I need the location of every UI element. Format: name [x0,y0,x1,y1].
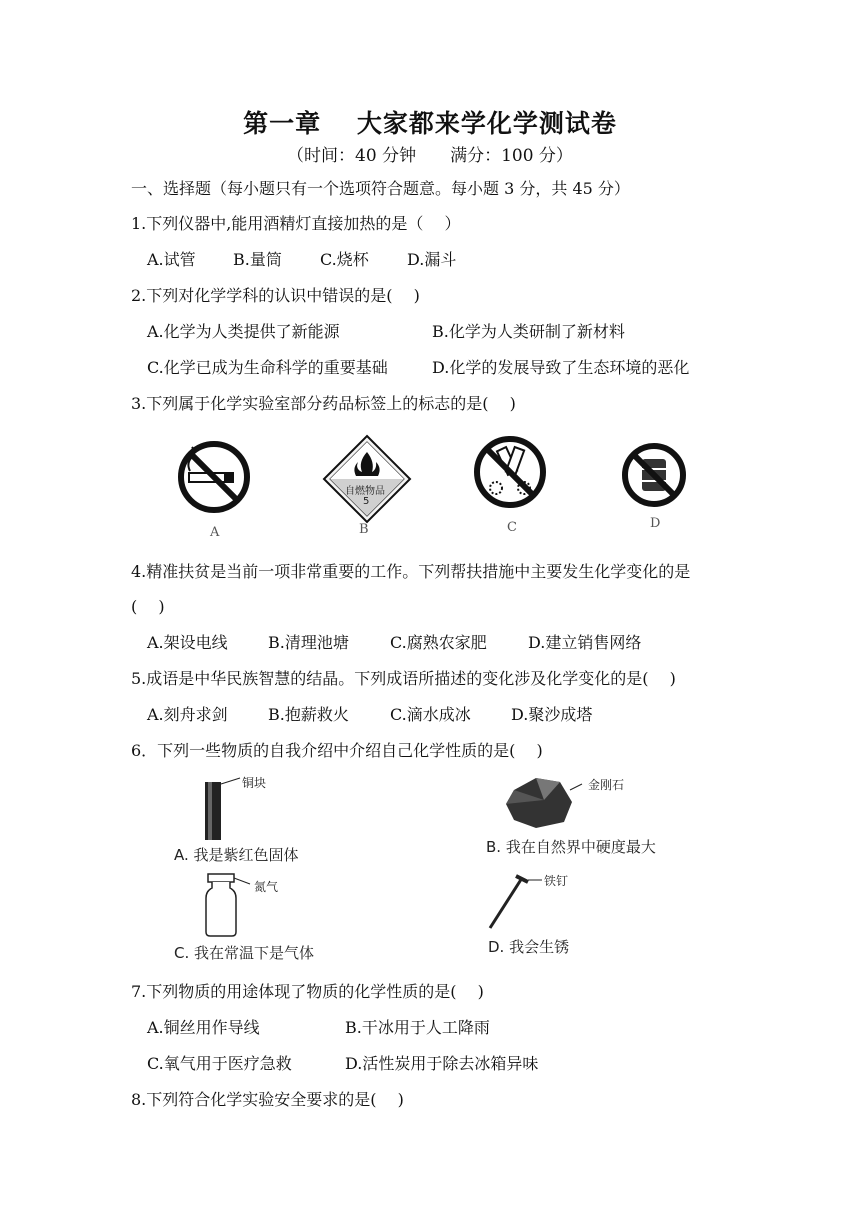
q5-option-c: C.滴水成冰 [390,705,471,724]
q7-option-a: A.铜丝用作导线 [147,1018,260,1037]
no-barrel-sign [620,441,690,541]
q1-option-a: A.试管 [147,250,196,269]
q7-option-b: B.干冰用于人工降雨 [345,1018,490,1037]
q1-option-b: B.量筒 [233,250,282,269]
q2-option-c: C.化学已成为生命科学的重要基础 [147,358,388,377]
nitrogen-tag: 氮气 [254,880,279,894]
q4-stem: 4.精准扶贫是当前一项非常重要的工作。下列帮扶措施中主要发生化学变化的是 [131,562,691,581]
q6-caption-d: D. 我会生锈 [488,938,570,956]
q3-label-a: A [210,525,220,540]
q4-option-b: B.清理池塘 [268,633,349,652]
q3-stem: 3.下列属于化学实验室部分药品标签上的标志的是( ) [131,394,516,413]
copper-block-figure [170,774,370,866]
no-fireworks-icon [472,434,552,524]
no-smoking-sign [176,437,256,542]
q6-caption-a: A. 我是紫红色固体 [174,846,299,864]
diamond-figure [484,772,684,864]
q4-stem-continued: ( ) [131,597,165,616]
q6-caption-c: C. 我在常温下是气体 [174,944,315,962]
q8-stem: 8.下列符合化学实验安全要求的是( ) [131,1090,404,1109]
q7-option-c: C.氧气用于医疗急救 [147,1054,292,1073]
q7-option-d: D.活性炭用于除去冰箱异味 [345,1054,539,1073]
q2-option-d: D.化学的发展导致了生态环境的恶化 [432,358,690,377]
q6-caption-b: B. 我在自然界中硬度最大 [486,838,656,856]
q7-stem: 7.下列物质的用途体现了物质的化学性质的是( ) [131,982,484,1001]
q3-label-d: D [650,516,661,531]
page-subtitle: （时间：40 分钟 满分：100 分） [287,146,573,166]
iron-nail-tag: 铁钉 [544,874,569,888]
diamond-tag: 金刚石 [588,778,625,792]
q3-label-b: B [359,522,369,537]
q4-option-c: C.腐熟农家肥 [390,633,487,652]
no-barrel-icon [620,441,690,516]
q2-stem: 2.下列对化学学科的认识中错误的是( ) [131,286,420,305]
q1-stem: 1.下列仪器中,能用酒精灯直接加热的是（ ） [131,214,461,233]
q5-option-d: D.聚沙成塔 [511,705,593,724]
q5-option-a: A.刻舟求剑 [147,705,228,724]
q1-option-d: D.漏斗 [407,250,457,269]
q5-option-b: B.抱薪救火 [268,705,349,724]
combustible-sign-number: 5 [363,496,370,507]
iron-nail-figure [484,870,684,962]
page-title: 第一章 大家都来学化学测试卷 [243,109,617,138]
q1-option-c: C.烧杯 [320,250,369,269]
copper-block-tag: 铜块 [242,776,267,790]
no-fireworks-sign [472,434,552,542]
q5-stem: 5.成语是中华民族智慧的结晶。下列成语所描述的变化涉及化学变化的是( ) [131,669,676,688]
combustible-sign-text: 自燃物品 [345,486,385,497]
q2-option-b: B.化学为人类研制了新材料 [432,322,625,341]
q3-label-c: C [507,520,517,535]
section-heading: 一、选择题（每小题只有一个选项符合题意。每小题 3 分，共 45 分） [131,179,630,198]
combustible-sign [322,434,412,542]
q2-option-a: A.化学为人类提供了新能源 [147,322,340,341]
q6-stem: 6．下列一些物质的自我介绍中介绍自己化学性质的是( ) [131,741,543,760]
diamond-rock-icon [484,772,594,834]
nitrogen-bottle-figure [170,872,370,964]
flammable-diamond-icon [322,434,412,524]
q4-option-a: A.架设电线 [147,633,228,652]
q4-option-d: D.建立销售网络 [528,633,642,652]
no-smoking-icon [176,437,256,527]
